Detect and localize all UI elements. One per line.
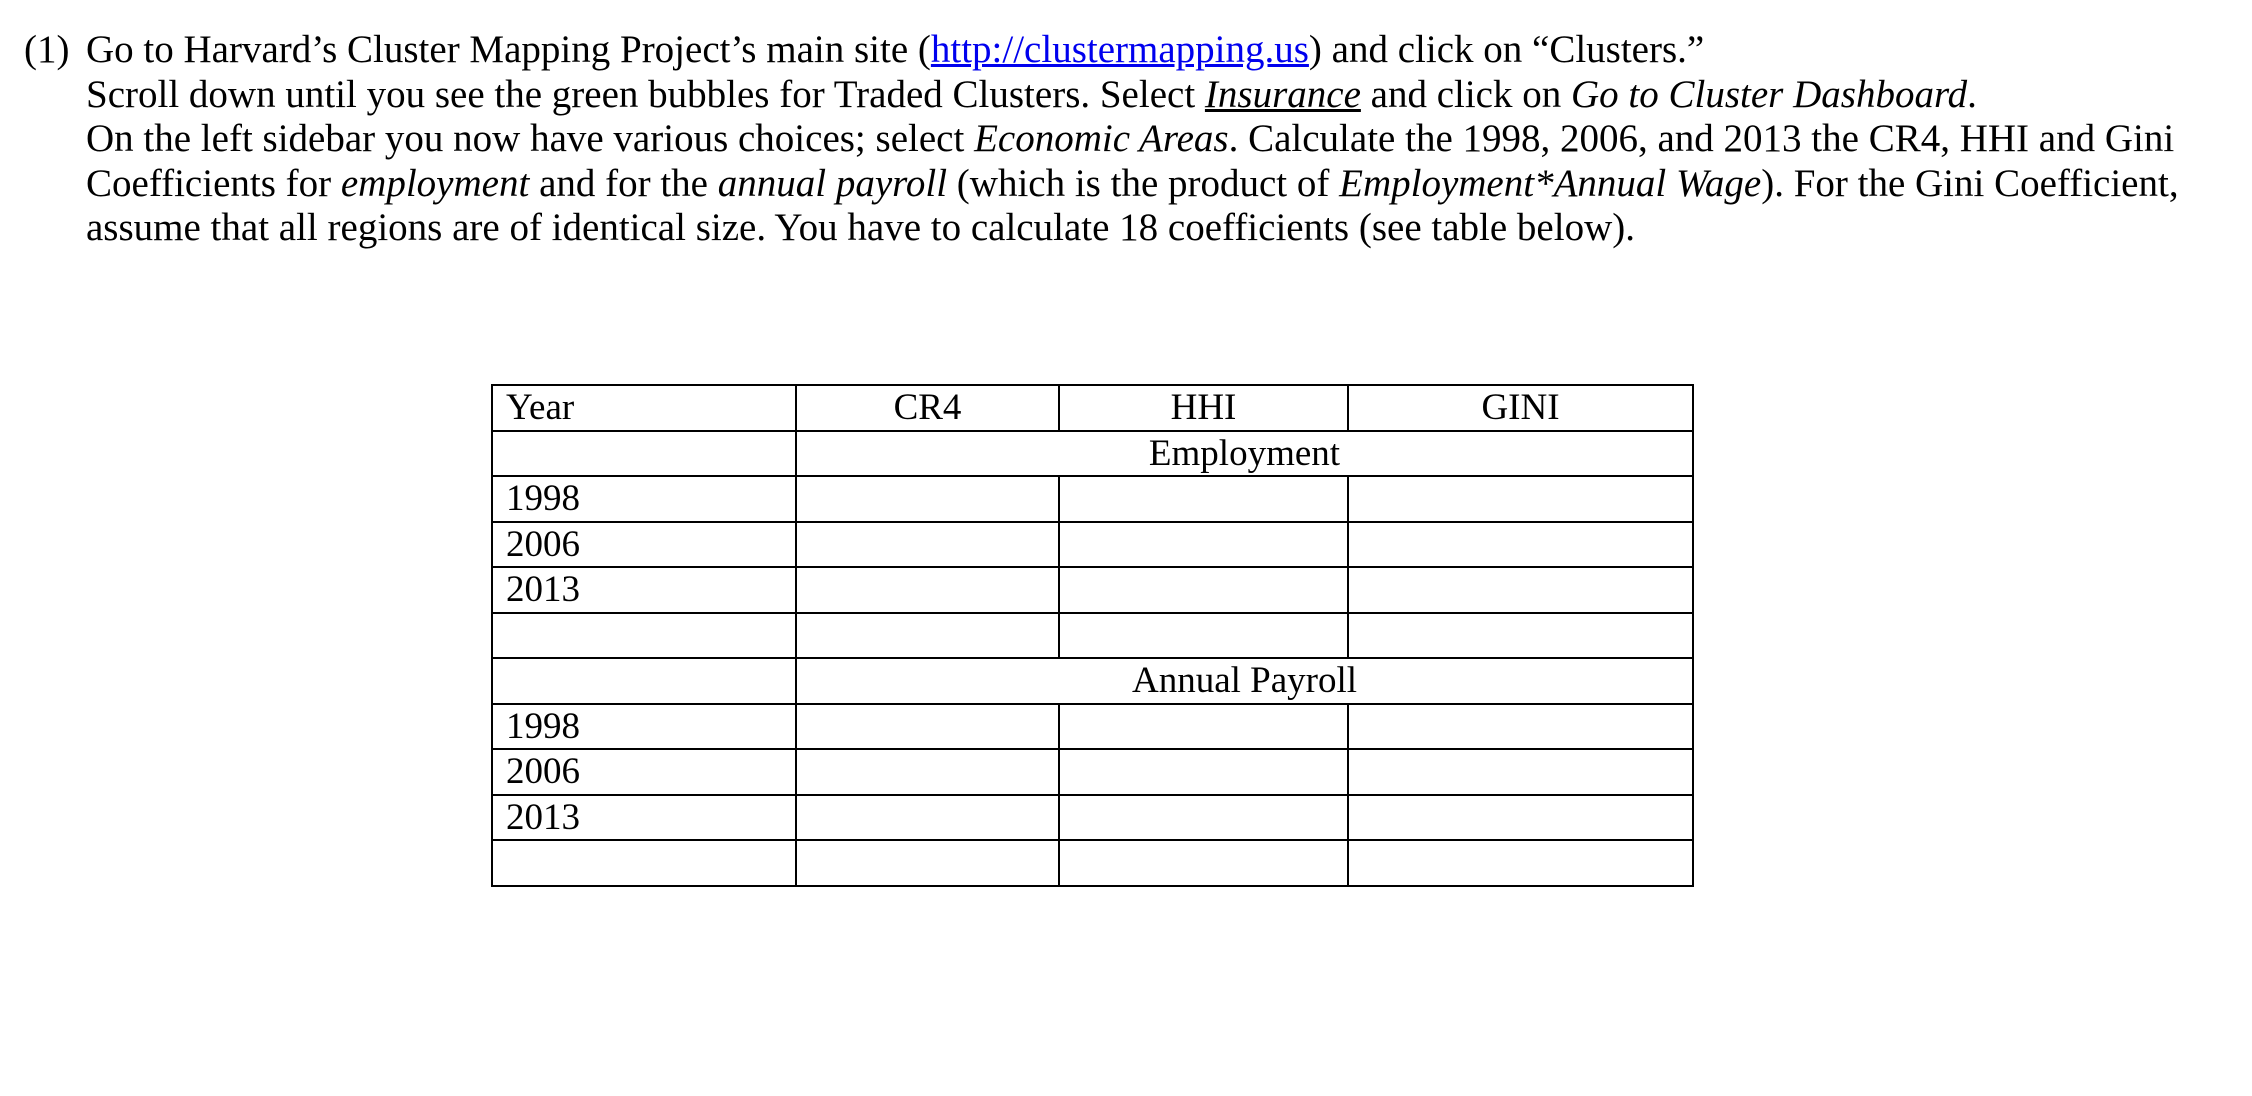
question-body (86, 28, 2224, 251)
insurance-term: Insurance (1204, 72, 1361, 116)
question-line-5 (86, 206, 2224, 251)
question-line-1 (86, 28, 2224, 73)
table-cell (492, 658, 796, 704)
question-text (24, 28, 2224, 251)
table-cell (492, 840, 796, 886)
line2-text-b: and click on (1360, 72, 1571, 116)
table-row (492, 704, 1693, 750)
cluster-mapping-link[interactable]: http://clustermapping.us (930, 28, 1309, 71)
table-row (492, 795, 1693, 841)
header-row (492, 385, 1693, 431)
formula-term: Employment*Annual Wage (1339, 161, 1762, 205)
question-line-3 (86, 117, 2224, 162)
year-cell: 1998 (492, 704, 796, 750)
line4-text-c: (which is the product of (947, 161, 1340, 205)
line1-text-a: Go to Harvard’s Cluster Mapping Project’s main site ( (86, 28, 931, 71)
payroll-section-row (492, 658, 1693, 704)
table-cell[interactable] (1348, 749, 1693, 795)
table-cell[interactable] (796, 704, 1059, 750)
payroll-section-label: Annual Payroll (796, 658, 1693, 704)
header-hhi: HHI (1059, 385, 1348, 431)
table-cell[interactable] (796, 476, 1059, 522)
line1-text-b: ) and click on “Clusters.” (1308, 28, 1705, 71)
table-cell (1059, 840, 1348, 886)
year-cell: 1998 (492, 476, 796, 522)
table-row (492, 749, 1693, 795)
dashboard-term: Go to Cluster Dashboard (1571, 72, 1968, 116)
table-cell[interactable] (1059, 795, 1348, 841)
table-cell[interactable] (796, 522, 1059, 568)
table-cell[interactable] (796, 795, 1059, 841)
employment-section-row (492, 431, 1693, 477)
question-line-4 (86, 162, 2224, 207)
question-number: (1) (24, 28, 70, 71)
line5-text-a: assume that all regions are of identical size. You have to calculate 18 coefficients (see table below). (86, 206, 1635, 249)
annual-payroll-term: annual payroll (717, 161, 948, 205)
year-cell: 2006 (492, 522, 796, 568)
header-year: Year (492, 385, 796, 431)
table-cell (796, 840, 1059, 886)
table-cell[interactable] (1348, 795, 1693, 841)
line4-text-a: Coefficients for (86, 161, 341, 205)
table-cell (1348, 840, 1693, 886)
table-cell[interactable] (1059, 704, 1348, 750)
year-cell: 2013 (492, 795, 796, 841)
year-cell: 2013 (492, 567, 796, 613)
line2-text-a: Scroll down until you see the green bubbles for Traded Clusters. Select (86, 72, 1205, 116)
table-cell[interactable] (796, 567, 1059, 613)
line3-text-b: . Calculate the 1998, 2006, and 2013 the CR4, HHI and Gini (1228, 117, 2175, 160)
question-line-2 (86, 73, 2224, 118)
table-row (492, 476, 1693, 522)
line4-text-b: and for the (529, 161, 718, 205)
employment-section-label: Employment (796, 431, 1693, 477)
table-cell[interactable] (1059, 749, 1348, 795)
table-cell[interactable] (1348, 704, 1693, 750)
table-cell[interactable] (796, 749, 1059, 795)
table-cell[interactable] (1059, 522, 1348, 568)
table-cell (796, 613, 1059, 659)
table-cell[interactable] (1348, 522, 1693, 568)
economic-areas-term: Economic Areas (974, 117, 1229, 160)
table-row (492, 840, 1693, 886)
table-row (492, 567, 1693, 613)
line2-text-c: . (1967, 72, 1977, 116)
employment-term: employment (340, 161, 530, 205)
table-cell[interactable] (1348, 567, 1693, 613)
line3-text-a: On the left sidebar you now have various choices; select (86, 117, 975, 160)
header-cr4: CR4 (796, 385, 1059, 431)
table-row (492, 613, 1693, 659)
table-cell (492, 613, 796, 659)
header-gini: GINI (1348, 385, 1693, 431)
coefficients-table (491, 384, 1694, 887)
table-cell[interactable] (1059, 476, 1348, 522)
table-cell (1059, 613, 1348, 659)
table-row (492, 522, 1693, 568)
line4-text-d: ). For the Gini Coefficient, (1761, 161, 2179, 205)
table-cell[interactable] (1059, 567, 1348, 613)
year-cell: 2006 (492, 749, 796, 795)
table-cell (492, 431, 796, 477)
table-cell (1348, 613, 1693, 659)
table-cell[interactable] (1348, 476, 1693, 522)
